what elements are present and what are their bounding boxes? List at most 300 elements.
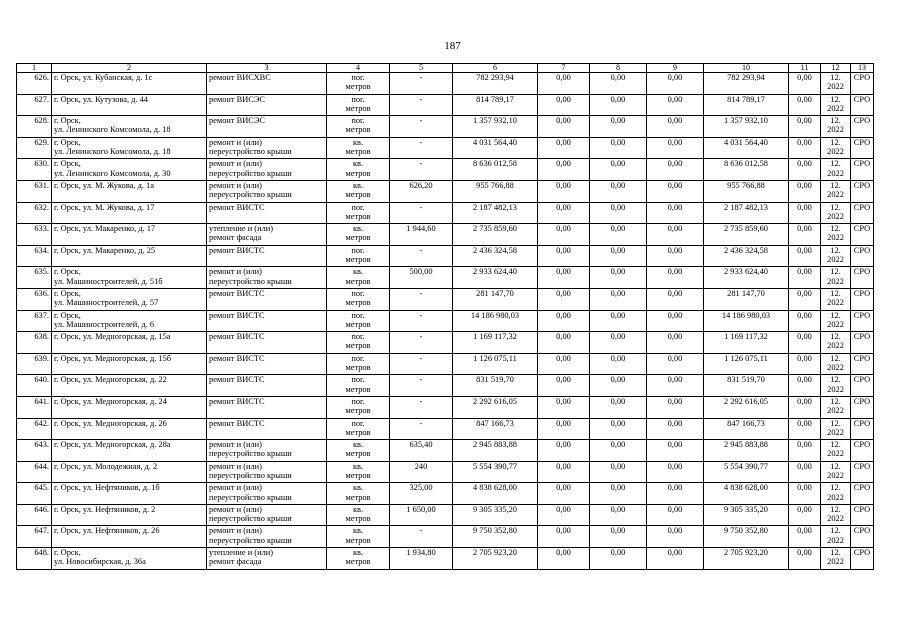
owner-funds-cell-text: 847 166,73 (727, 418, 765, 428)
address-cell-text: ул. Машиностроителей, д. 51б (54, 276, 163, 286)
table-row (17, 159, 874, 181)
work-type-cell-text: ремонт и (или) (209, 526, 262, 536)
row-number-text: 629. (34, 137, 49, 147)
completion-date-cell-text: 12. (830, 375, 841, 385)
budget-cell (590, 504, 647, 526)
table-row (17, 548, 874, 570)
column-header-10: 10 (704, 64, 789, 73)
completion-date-cell-text: 2022 (827, 190, 844, 200)
unit-cell-text: метров (345, 211, 371, 221)
owner-funds-cell-text: 955 766,88 (727, 180, 765, 190)
completion-date-cell (821, 396, 851, 418)
completion-date-cell (821, 548, 851, 570)
other-funds-cell-text: 0,00 (797, 224, 812, 234)
fund-cell (538, 548, 590, 570)
method-cell-text: СРО (853, 94, 871, 104)
total-cost-cell (453, 73, 538, 95)
total-cost-cell (453, 396, 538, 418)
budget-cell (590, 288, 647, 310)
completion-date-cell-text: 2022 (827, 492, 844, 502)
owner-funds-cell (704, 116, 789, 138)
completion-date-cell (821, 73, 851, 95)
unit-cell-text: метров (345, 492, 371, 502)
fund-cell-text: 0,00 (556, 267, 571, 277)
column-header-7: 7 (538, 64, 590, 73)
work-type-cell-text: переустройство крыши (209, 492, 292, 502)
work-type-cell-text: переустройство крыши (209, 535, 292, 545)
work-type-cell (207, 396, 327, 418)
local-budget-cell (647, 548, 704, 570)
fund-cell (538, 245, 590, 267)
volume-cell-text: - (419, 396, 423, 406)
column-header-2: 2 (52, 64, 207, 73)
other-funds-cell-text: 0,00 (797, 180, 812, 190)
total-cost-cell (453, 332, 538, 354)
column-header-9: 9 (647, 64, 704, 73)
completion-date-cell (821, 461, 851, 483)
table-row (17, 180, 874, 202)
row-number (17, 396, 52, 418)
method-cell-text: СРО (853, 526, 871, 536)
address-cell-text: ул. Ленинского Комсомола, д. 18 (54, 125, 171, 135)
address-cell-text: г. Орск, ул. Нефтяников, д. 26 (54, 526, 160, 536)
owner-funds-cell (704, 94, 789, 116)
address-cell-text: г. Орск, ул. М. Жукова, д. 1а (54, 180, 154, 190)
fund-cell-text: 0,00 (556, 159, 571, 169)
address-cell-text: г. Орск, ул. Медногорская, д. 28а (54, 440, 171, 450)
total-cost-cell-text: 2 292 616,05 (473, 396, 517, 406)
column-header-13: 13 (851, 64, 874, 73)
local-budget-cell-text: 0,00 (667, 202, 683, 212)
unit-cell-text: метров (345, 406, 371, 416)
address-cell (52, 94, 207, 116)
owner-funds-cell-text: 14 186 980,03 (721, 310, 771, 320)
completion-date-cell-text: 2022 (827, 168, 844, 178)
local-budget-cell-text: 0,00 (667, 137, 683, 147)
unit-cell-text: метров (345, 82, 371, 92)
budget-cell-text: 0,00 (610, 116, 626, 126)
method-cell (851, 332, 874, 354)
unit-cell (327, 245, 390, 267)
completion-date-cell-text: 2022 (827, 125, 844, 135)
completion-date-cell-text: 12. (830, 73, 841, 82)
work-type-cell-text: ремонт и (или) (209, 483, 262, 493)
table-row (17, 116, 874, 138)
local-budget-cell-text: 0,00 (667, 224, 683, 234)
method-cell-text: СРО (853, 267, 871, 277)
unit-cell (327, 224, 390, 246)
work-type-cell-text: ремонт ВИСТС (209, 288, 265, 298)
volume-cell-text: - (419, 375, 423, 385)
volume-cell-text: - (419, 353, 423, 363)
other-funds-cell (789, 461, 821, 483)
unit-cell-text: кв. (352, 483, 364, 493)
work-type-cell-text: переустройство крыши (209, 190, 292, 200)
owner-funds-cell (704, 224, 789, 246)
unit-cell-text: кв. (352, 504, 364, 514)
budget-cell (590, 440, 647, 462)
local-budget-cell (647, 159, 704, 181)
row-number (17, 310, 52, 332)
work-type-cell-text: ремонт и (или) (209, 267, 262, 277)
completion-date-cell-text: 2022 (827, 298, 844, 308)
work-type-cell (207, 94, 327, 116)
completion-date-cell-text: 2022 (827, 147, 844, 157)
local-budget-cell-text: 0,00 (667, 396, 683, 406)
address-cell-text: г. Орск, ул. Нефтяников, д. 2 (54, 504, 156, 514)
total-cost-cell-text: 4 838 628,00 (473, 483, 517, 493)
owner-funds-cell-text: 2 705 923,20 (724, 548, 768, 558)
address-cell (52, 526, 207, 548)
budget-cell-text: 0,00 (610, 375, 626, 385)
local-budget-cell (647, 116, 704, 138)
work-type-cell-text: ремонт ВИСТС (209, 418, 265, 428)
local-budget-cell-text: 0,00 (667, 375, 683, 385)
method-cell (851, 548, 874, 570)
method-cell (851, 202, 874, 224)
work-type-cell-text: ремонт ВИСТС (209, 202, 265, 212)
work-type-cell (207, 375, 327, 397)
unit-cell (327, 461, 390, 483)
unit-cell-text: метров (345, 125, 371, 135)
local-budget-cell (647, 73, 704, 95)
local-budget-cell-text: 0,00 (667, 353, 683, 363)
owner-funds-cell (704, 288, 789, 310)
total-cost-cell (453, 440, 538, 462)
other-funds-cell (789, 440, 821, 462)
method-cell-text: СРО (853, 483, 871, 493)
budget-cell-text: 0,00 (610, 267, 626, 277)
work-type-cell (207, 137, 327, 159)
completion-date-cell-text: 12. (830, 548, 841, 558)
table-row (17, 310, 874, 332)
address-cell (52, 353, 207, 375)
row-number (17, 94, 52, 116)
table-row (17, 332, 874, 354)
other-funds-cell (789, 353, 821, 375)
fund-cell (538, 73, 590, 95)
method-cell-text: СРО (853, 461, 871, 471)
local-budget-cell-text: 0,00 (667, 73, 683, 82)
volume-cell (390, 548, 453, 570)
unit-cell-text: метров (345, 363, 371, 373)
budget-cell (590, 224, 647, 246)
volume-cell-text: 626,20 (409, 180, 433, 190)
total-cost-cell-text: 955 766,88 (476, 180, 514, 190)
local-budget-cell (647, 504, 704, 526)
unit-cell-text: пог. (351, 418, 365, 428)
volume-cell (390, 504, 453, 526)
method-cell-text: СРО (853, 288, 871, 298)
completion-date-cell (821, 245, 851, 267)
method-cell (851, 396, 874, 418)
unit-cell (327, 483, 390, 505)
work-type-cell (207, 202, 327, 224)
budget-cell (590, 548, 647, 570)
address-cell-text: г. Орск, (54, 267, 81, 277)
completion-date-cell (821, 526, 851, 548)
fund-cell (538, 504, 590, 526)
table-row (17, 202, 874, 224)
other-funds-cell-text: 0,00 (797, 418, 812, 428)
row-number (17, 461, 52, 483)
fund-cell (538, 116, 590, 138)
unit-cell-text: метров (345, 557, 371, 567)
unit-cell-text: пог. (351, 353, 365, 363)
work-type-cell (207, 180, 327, 202)
completion-date-cell-text: 2022 (827, 514, 844, 524)
table-row (17, 288, 874, 310)
address-cell-text: г. Орск, ул. Медногорская, д. 15а (54, 332, 171, 342)
other-funds-cell (789, 332, 821, 354)
completion-date-cell-text: 12. (830, 526, 841, 536)
completion-date-cell-text: 2022 (827, 535, 844, 545)
row-number-text: 633. (34, 224, 49, 234)
completion-date-cell-text: 12. (830, 332, 841, 342)
budget-cell (590, 353, 647, 375)
total-cost-cell (453, 504, 538, 526)
method-cell-text: СРО (853, 116, 871, 126)
row-number-text: 640. (34, 375, 49, 385)
owner-funds-cell-text: 9 750 352,80 (724, 526, 768, 536)
method-cell (851, 180, 874, 202)
method-cell-text: СРО (853, 440, 871, 450)
unit-cell-text: пог. (351, 73, 365, 82)
other-funds-cell-text: 0,00 (797, 267, 812, 277)
address-cell-text: г. Орск, ул. Медногорская, д. 26 (54, 418, 167, 428)
local-budget-cell-text: 0,00 (667, 440, 683, 450)
unit-cell-text: метров (345, 470, 371, 480)
total-cost-cell (453, 310, 538, 332)
row-number-text: 635. (34, 267, 49, 277)
row-number (17, 353, 52, 375)
row-number (17, 224, 52, 246)
work-type-cell-text: ремонт и (или) (209, 159, 262, 169)
total-cost-cell (453, 159, 538, 181)
budget-cell-text: 0,00 (610, 180, 626, 190)
work-type-cell-text: переустройство крыши (209, 276, 292, 286)
work-type-cell-text: ремонт и (или) (209, 440, 262, 450)
address-cell (52, 310, 207, 332)
capital-repair-table (16, 63, 874, 570)
volume-cell-text: - (419, 310, 423, 320)
other-funds-cell (789, 180, 821, 202)
total-cost-cell (453, 375, 538, 397)
budget-cell-text: 0,00 (610, 483, 626, 493)
row-number-text: 628. (34, 116, 49, 126)
row-number-text: 643. (34, 440, 49, 450)
other-funds-cell (789, 202, 821, 224)
volume-cell (390, 483, 453, 505)
unit-cell (327, 353, 390, 375)
unit-cell-text: кв. (352, 137, 364, 147)
local-budget-cell-text: 0,00 (667, 418, 683, 428)
total-cost-cell-text: 1 169 117,32 (473, 332, 517, 342)
volume-cell (390, 288, 453, 310)
method-cell (851, 245, 874, 267)
completion-date-cell (821, 310, 851, 332)
volume-cell (390, 73, 453, 95)
fund-cell (538, 310, 590, 332)
unit-cell (327, 73, 390, 95)
unit-cell-text: метров (345, 147, 371, 157)
unit-cell-text: метров (345, 103, 371, 113)
row-number (17, 245, 52, 267)
volume-cell-text: - (419, 526, 423, 536)
row-number (17, 116, 52, 138)
owner-funds-cell-text: 1 169 117,32 (724, 332, 768, 342)
fund-cell-text: 0,00 (556, 202, 571, 212)
budget-cell (590, 461, 647, 483)
table-row (17, 267, 874, 289)
table-row (17, 504, 874, 526)
completion-date-cell (821, 180, 851, 202)
fund-cell-text: 0,00 (556, 504, 571, 514)
fund-cell (538, 353, 590, 375)
fund-cell-text: 0,00 (556, 224, 571, 234)
total-cost-cell (453, 94, 538, 116)
unit-cell-text: метров (345, 298, 371, 308)
owner-funds-cell-text: 2 187 482,13 (724, 202, 768, 212)
local-budget-cell-text: 0,00 (667, 548, 683, 558)
volume-cell-text: 1 944,60 (406, 224, 436, 234)
budget-cell-text: 0,00 (610, 94, 626, 104)
volume-cell-text: - (419, 245, 423, 255)
total-cost-cell (453, 267, 538, 289)
local-budget-cell-text: 0,00 (667, 504, 683, 514)
unit-cell (327, 159, 390, 181)
completion-date-cell (821, 159, 851, 181)
other-funds-cell-text: 0,00 (797, 353, 812, 363)
total-cost-cell (453, 288, 538, 310)
fund-cell (538, 137, 590, 159)
budget-cell-text: 0,00 (610, 504, 626, 514)
completion-date-cell (821, 483, 851, 505)
volume-cell (390, 332, 453, 354)
method-cell (851, 73, 874, 95)
local-budget-cell (647, 202, 704, 224)
owner-funds-cell-text: 5 554 390,77 (724, 461, 768, 471)
unit-cell-text: пог. (351, 116, 365, 126)
unit-cell (327, 94, 390, 116)
budget-cell-text: 0,00 (610, 461, 626, 471)
completion-date-cell (821, 267, 851, 289)
other-funds-cell-text: 0,00 (797, 159, 812, 169)
completion-date-cell (821, 94, 851, 116)
other-funds-cell-text: 0,00 (797, 245, 812, 255)
volume-cell-text: - (419, 288, 423, 298)
work-type-cell-text: ремонт и (или) (209, 504, 262, 514)
address-cell-text: г. Орск, ул. Кутузова, д. 44 (54, 94, 148, 104)
work-type-cell-text: утепление и (или) (209, 548, 274, 558)
fund-cell-text: 0,00 (556, 375, 571, 385)
fund-cell (538, 418, 590, 440)
owner-funds-cell (704, 526, 789, 548)
row-number (17, 504, 52, 526)
completion-date-cell-text: 2022 (827, 82, 844, 92)
fund-cell (538, 483, 590, 505)
row-number (17, 440, 52, 462)
local-budget-cell-text: 0,00 (667, 461, 683, 471)
method-cell (851, 224, 874, 246)
work-type-cell-text: ремонт ВИСТС (209, 353, 265, 363)
budget-cell (590, 94, 647, 116)
other-funds-cell (789, 548, 821, 570)
unit-cell-text: метров (345, 233, 371, 243)
row-number-text: 626. (34, 73, 49, 82)
work-type-cell-text: ремонт и (или) (209, 137, 262, 147)
volume-cell (390, 461, 453, 483)
completion-date-cell-text: 12. (830, 159, 841, 169)
method-cell (851, 461, 874, 483)
local-budget-cell-text: 0,00 (667, 288, 683, 298)
address-cell-text: г. Орск, ул. Нефтяников, д. 1б (54, 483, 160, 493)
volume-cell-text: - (419, 137, 423, 147)
method-cell (851, 310, 874, 332)
volume-cell-text: - (419, 73, 423, 82)
owner-funds-cell (704, 245, 789, 267)
volume-cell-text: 1 934,80 (406, 548, 436, 558)
total-cost-cell-text: 847 166,73 (476, 418, 514, 428)
total-cost-cell-text: 8 636 012,58 (473, 159, 517, 169)
completion-date-cell (821, 440, 851, 462)
budget-cell-text: 0,00 (610, 353, 626, 363)
address-cell (52, 245, 207, 267)
work-type-cell-text: утепление и (или) (209, 224, 274, 234)
budget-cell (590, 483, 647, 505)
unit-cell (327, 267, 390, 289)
address-cell (52, 548, 207, 570)
total-cost-cell (453, 353, 538, 375)
unit-cell-text: пог. (351, 310, 365, 320)
address-cell (52, 418, 207, 440)
column-header-11: 11 (789, 64, 821, 73)
column-header-1: 1 (17, 64, 52, 73)
fund-cell-text: 0,00 (556, 94, 571, 104)
completion-date-cell-text: 12. (830, 267, 841, 277)
column-header-8: 8 (590, 64, 647, 73)
fund-cell (538, 288, 590, 310)
work-type-cell-text: переустройство крыши (209, 470, 292, 480)
local-budget-cell (647, 180, 704, 202)
unit-cell (327, 180, 390, 202)
local-budget-cell (647, 267, 704, 289)
row-number (17, 375, 52, 397)
unit-cell-text: пог. (351, 245, 365, 255)
volume-cell-text: 240 (414, 461, 428, 471)
local-budget-cell-text: 0,00 (667, 310, 683, 320)
address-cell (52, 116, 207, 138)
budget-cell (590, 73, 647, 95)
method-cell (851, 483, 874, 505)
volume-cell-text: - (419, 202, 423, 212)
method-cell-text: СРО (853, 548, 871, 558)
fund-cell-text: 0,00 (556, 116, 571, 126)
unit-cell-text: метров (345, 168, 371, 178)
completion-date-cell-text: 12. (830, 353, 841, 363)
unit-cell-text: пог. (351, 288, 365, 298)
unit-cell-text: пог. (351, 94, 365, 104)
table-body (17, 64, 874, 570)
fund-cell-text: 0,00 (556, 332, 571, 342)
table-row (17, 137, 874, 159)
work-type-cell (207, 526, 327, 548)
fund-cell-text: 0,00 (556, 440, 571, 450)
method-cell-text: СРО (853, 332, 871, 342)
budget-cell-text: 0,00 (610, 332, 626, 342)
completion-date-cell-text: 2022 (827, 341, 844, 351)
fund-cell (538, 202, 590, 224)
